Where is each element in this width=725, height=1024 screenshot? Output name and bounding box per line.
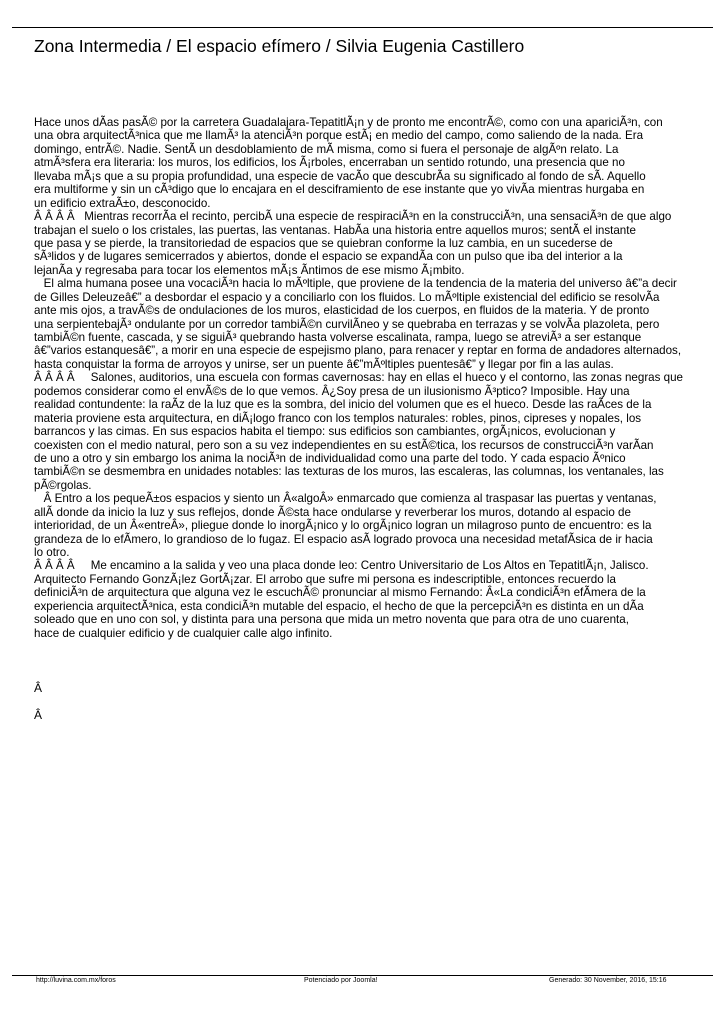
body-line: experiencia arquitectÃ³nica, esta condiciÃ³n mutable del espacio, el hecho de que la percepciÃ³n es distinta en un dÃa <box>34 599 644 613</box>
body-line: realidad contundente: la raÃz de la luz que es la sombra, del inicio del volumen que es el hueco. Desde las raÃces de la <box>34 398 652 412</box>
body-line: llevaba mÃ¡s que a su propia profundidad, una especie de vacÃo que descubrÃa su significado al fondo de sÃ. Aquello <box>34 169 646 183</box>
body-line: allÃ donde da inicio la luz y sus reflejos, donde Ã©sta hace ondularse y reverberar los muros, dotando al espacio de <box>34 505 631 519</box>
body-line: atmÃ³sfera era literaria: los muros, los edificios, los Ã¡rboles, encerraban un sentido rotundo, una presencia que no <box>34 156 625 170</box>
body-line: tambiÃ©n fuente, cascada, y se siguiÃ³ quebrando hasta volverse escalinata, rampa, luego se atreviÃ³ a ser estanque <box>34 331 642 344</box>
body-line: un edificio extraÃ±o, desconocido. <box>34 196 211 210</box>
body-line: materia proviene esta arquitectura, en diÃ¡logo franco con los templos naturales: robles, pinos, cipreses y nopales, los <box>34 411 642 425</box>
header-rule <box>12 27 713 28</box>
stray-marker-1: Â <box>34 681 43 695</box>
footer-url[interactable]: http://luvina.com.mx/foros <box>36 977 116 984</box>
body-line: soleado que en uno con sol, y distinta para una persona que mida un metro noventa que para otra de uno cuarenta, <box>34 613 629 627</box>
body-line: definiciÃ³n de arquitectura que alguna vez le escuchÃ© pronunciar al mismo Fernando: Â«La condiciÃ³n efÃmera de la <box>34 586 646 600</box>
body-line: de uno a otro y sin embargo los anima la nociÃ³n de individualidad como una parte del todo. Y cada espacio Ãºnico <box>34 451 626 465</box>
body-line: Hace unos dÃas pasÃ© por la carretera Guadalajara-TepatitlÃ¡n y de pronto me encontrÃ©, como con una apariciÃ³n, con <box>34 116 663 129</box>
body-line: hace de cualquier edificio y de cualquier calle algo infinito. <box>34 626 333 640</box>
article-body <box>34 116 718 640</box>
body-line: â€”varios estanquesâ€”, a morir en una especie de espejismo plano, para renacer y reptar en forma de andadores alternados, <box>34 344 682 358</box>
body-line: Â Â Â Â Me encamino a la salida y veo una placa donde leo: Centro Universitario de Los Altos en TepatitlÃ¡n, Jalisco. <box>34 559 649 573</box>
body-line: Arquitecto Fernando GonzÃ¡lez GortÃ¡zar. El arrobo que sufre mi persona es indescriptible, entonces recuerdo la <box>34 572 616 586</box>
body-line: coexisten con el medio natural, pero son a su vez independientes en su estÃ©tica, los recursos de construcciÃ³n varÃan <box>34 438 654 452</box>
body-line: que pasa y se pierde, la transitoriedad de espacios que se quiebran conforme la luz cambia, en un sucederse de <box>34 236 613 250</box>
page-title: Zona Intermedia / El espacio efímero / Silvia Eugenia Castillero <box>34 36 525 56</box>
body-line: tambiÃ©n se desmembra en unidades notables: las texturas de los muros, las escaleras, las columnas, los ventanales, las <box>34 465 664 479</box>
footer-powered-by: Potenciado por Joomla! <box>304 977 378 984</box>
body-line: Â Â Â Â Salones, auditorios, una escuela con formas cavernosas: hay en ellas el hueco y el contorno, las zonas negras que <box>34 371 683 385</box>
body-line: interioridad, de un Â«entreÂ», pliegue donde lo inorgÃ¡nico y lo orgÃ¡nico logran un milagroso punto de encuentro: es la <box>34 519 652 533</box>
footer-generated-date: Generado: 30 November, 2016, 15:16 <box>549 977 667 984</box>
body-line: trabajan el suelo o los cristales, las puertas, las ventanas. HabÃa una historia entre aquellos muros; sentÃ el instante <box>34 223 636 237</box>
footer-rule <box>12 975 713 976</box>
body-line: una obra arquitectÃ³nica que me llamÃ³ la atenciÃ³n porque estÃ¡ en medio del campo, como saliendo de la nada. Era <box>34 129 644 143</box>
body-line: grandeza de lo efÃmero, lo grandioso de lo fugaz. El espacio asÃ logrado provoca una necesidad metafÃsica de ir hacia <box>34 532 653 546</box>
body-line: pÃ©rgolas. <box>34 478 92 492</box>
body-line: lo otro. <box>34 546 70 559</box>
body-line: ante mis ojos, a travÃ©s de ondulaciones de los muros, elasticidad de los cuerpos, en fluidos de la materia. Y de pronto <box>34 304 650 318</box>
body-line: domingo, entrÃ©. Nadie. SentÃ un desdoblamiento de mÃ misma, como si fuera el personaje de algÃºn relato. La <box>34 142 619 156</box>
body-line: Â Â Â Â Mientras recorrÃa el recinto, percibÃ una especie de respiraciÃ³n en la construcciÃ³n, una sensaciÃ³n de que algo <box>34 210 672 224</box>
body-line: El alma humana posee una vocaciÃ³n hacia lo mÃºltiple, que proviene de la tendencia de la materia del universo â€”a decir <box>34 277 677 291</box>
body-line: de Gilles Deleuzeâ€” a desbordar el espacio y a conciliarlo con los fluidos. Lo mÃºltiple existencial del edificio se resolvÃa <box>34 290 660 304</box>
stray-marker-2: Â <box>34 708 43 722</box>
body-line: era multiforme y sin un cÃ³digo que lo encajara en el desciframiento de ese instante que yo vivÃa mientras hurgaba en <box>34 183 645 197</box>
body-line: lejanÃa y regresaba para tocar los elementos mÃ¡s Ãntimos de ese mismo Ã¡mbito. <box>34 263 465 277</box>
body-line: una serpientebajÃ³ ondulante por un corredor tambiÃ©n curvilÃneo y se quebraba en terrazas y se volvÃa plazoleta, pero <box>34 317 660 331</box>
body-line: hasta conquistar la forma de arroyos y unirse, ser un puente â€”mÃºltiples puentesâ€” y llegar por fin a las aulas. <box>34 357 614 371</box>
body-line: sÃ³lidos y de lugares semicerrados y abiertos, donde el espacio se expandÃa con un pulso que iba del interior a la <box>34 250 623 264</box>
body-line: podemos considerar como el envÃ©s de lo que vemos. Â¿Soy presa de un ilusionismo Ã³ptico? Imposible. Hay una <box>34 384 630 398</box>
body-line: Â Entro a los pequeÃ±os espacios y siento un Â«algoÂ» enmarcado que comienza al traspasar las puertas y ventanas, <box>34 492 657 506</box>
body-line: barrancos y las cimas. En sus espacios habita el tiempo: sus edificios son cambiantes, orgÃ¡nicos, evolucionan y <box>34 425 616 439</box>
